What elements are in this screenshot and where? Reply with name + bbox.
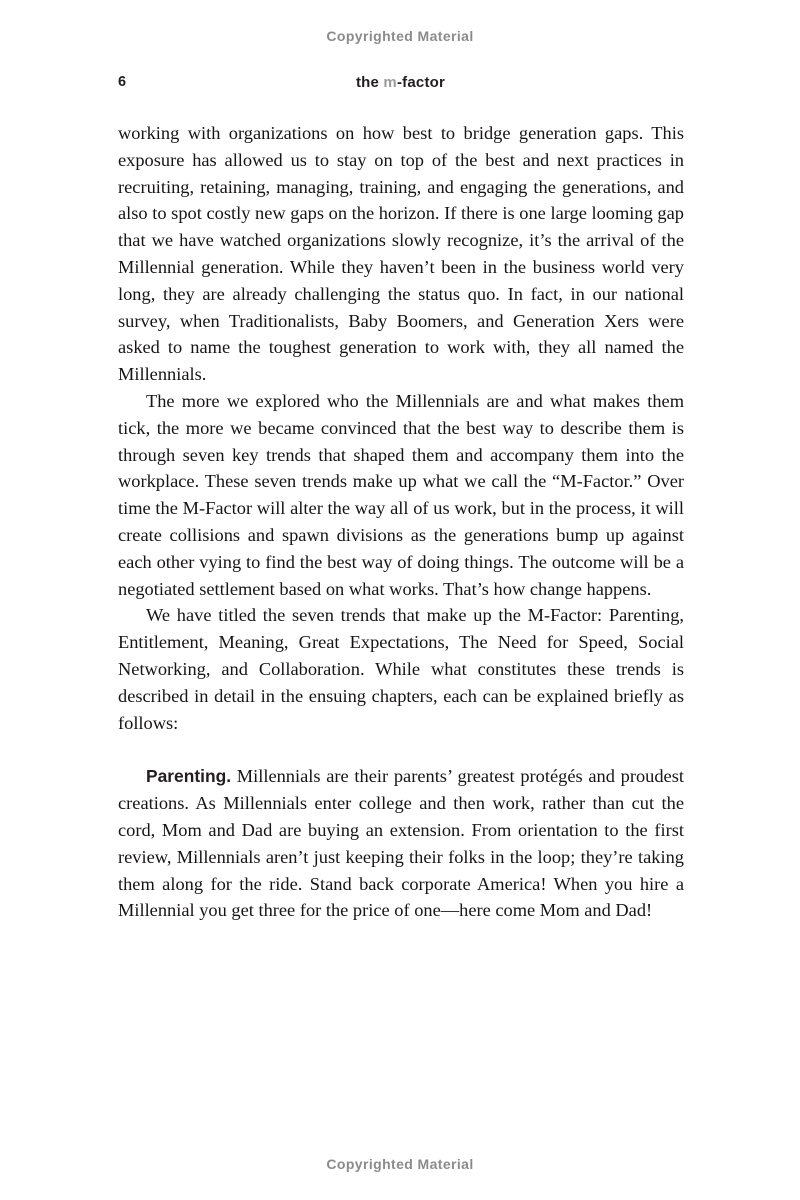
running-title-post: -factor [396,74,446,91]
paragraph-continuation: working with organizations on how best to bridge generation gaps. This exposure has allowed us to stay on top of the best and next practices in recruiting, retaining, managing, training, and engaging the generations, and also to spot costly new gaps on the horizon. If there is one large looming gap that we have watched organizations slowly recognize, it’s the arrival of the Millennial generation. While they haven’t been in the business world very long, they are already challenging the status quo. In fact, in our national survey, when Traditionalists, Baby Boomers, and Generation Xers were asked to name the toughest generation to work with, they all named the Millennials. [118,123,684,385]
running-title-m: m [383,74,397,91]
page-number: 6 [118,74,127,90]
paragraph-parenting [118,763,684,924]
paragraph-text: Millennials are their parents’ greatest protégés and proudest creations. As Millennials enter college and then work, rather than cut the cord, Mom and Dad are buying an extension. From orientation to the first review, Millennials aren’t just keeping their folks in the loop; they’re taking them along for the ride. Stand back corporate America! When you hire a Millennial you get three for the price of one—here come Mom and Dad! [118,766,684,921]
running-title [118,74,683,91]
paragraph: We have titled the seven trends that make up the M-Factor: Parenting, Entitlement, Meaning, Great Expectations, The Need for Speed, Social Networking, and Collaboration. While what constitutes these trends is described in detail in the ensuing chapters, each can be explained briefly as follows: [118,605,684,733]
copyright-notice-top: Copyrighted Material [326,28,474,44]
paragraph-lead-parenting: Parenting. [146,766,232,787]
copyright-notice-bottom: Copyrighted Material [326,1156,474,1172]
running-title-pre: the [355,74,384,91]
page-body [118,120,684,924]
page-header [118,74,683,94]
paragraph: The more we explored who the Millennials are and what makes them tick, the more we became convinced that the best way to describe them is through seven key trends that shaped them and accompany them into the workplace. These seven trends make up what we call the “M-Factor.” Over time the M-Factor will alter the way all of us work, but in the process, it will create collisions and spawn divisions as the generations bump up against each other vying to find the best way of doing things. The outcome will be a negotiated settlement based on what works. That’s how change happens. [118,390,684,599]
